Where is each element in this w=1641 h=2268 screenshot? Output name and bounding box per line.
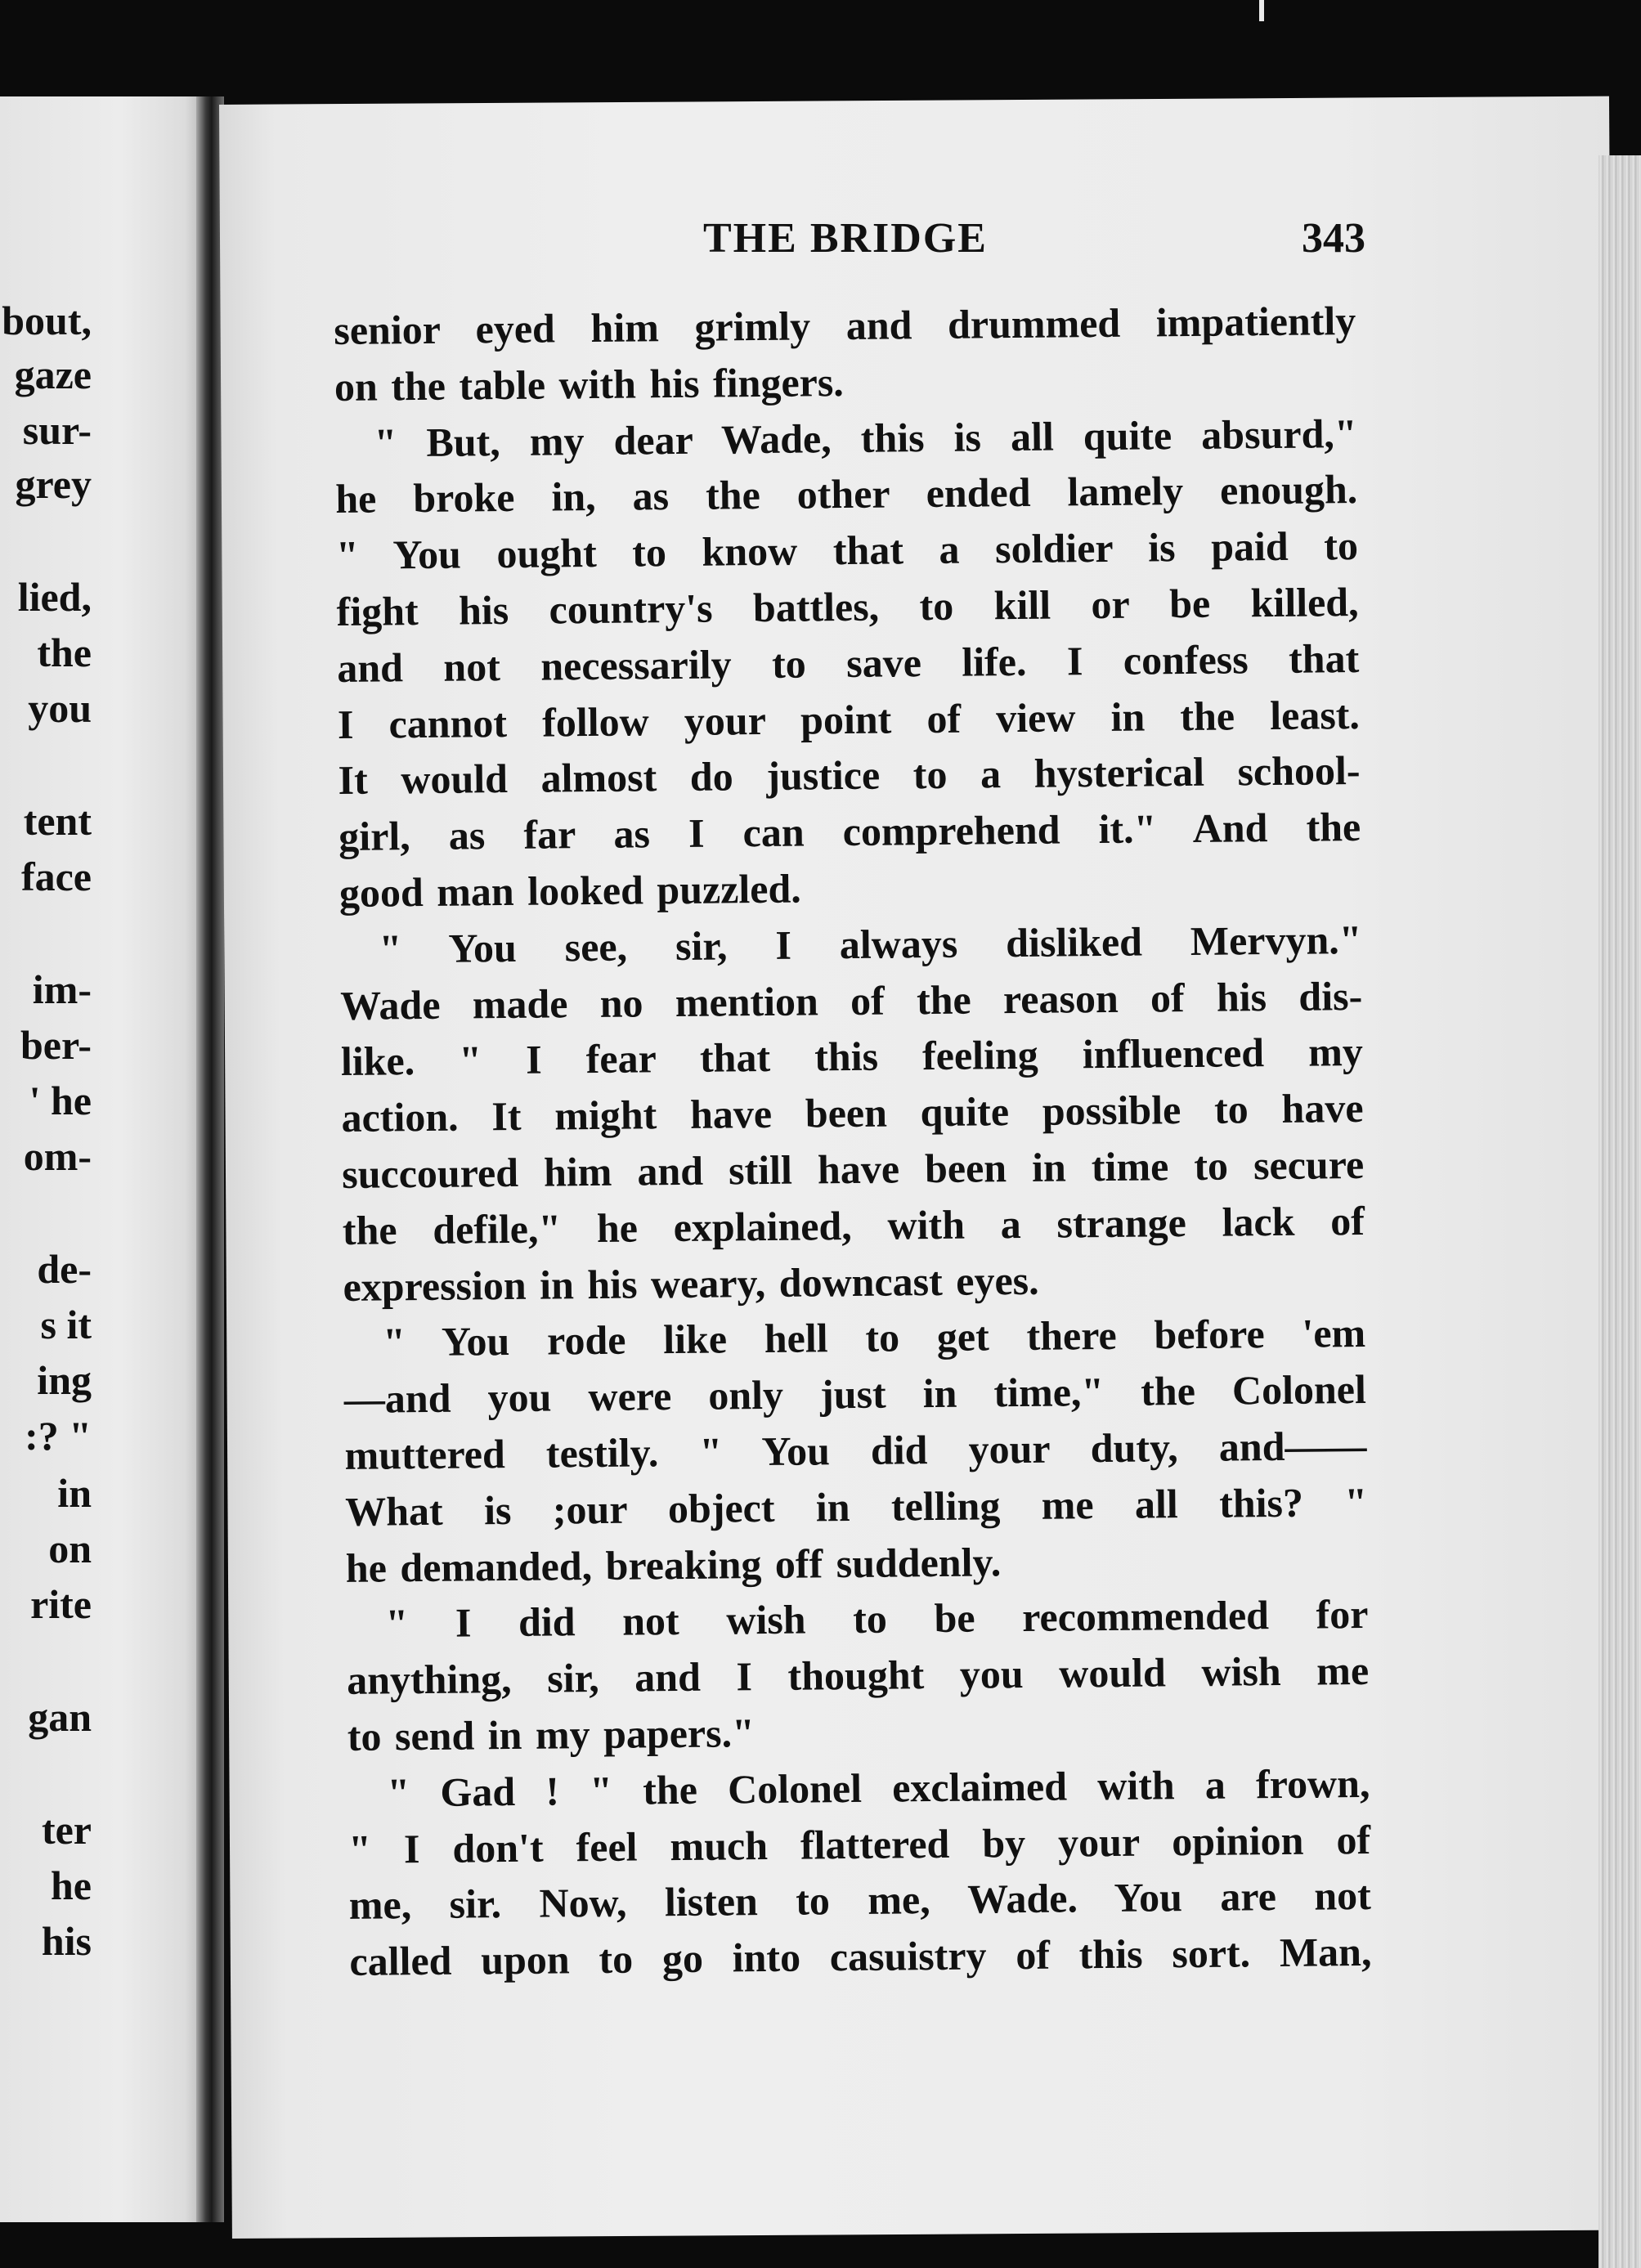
text-line: he broke in, as the other ended lamely enough. [335,466,1358,522]
text-line: me, sir. Now, listen to me, Wade. You are not [348,1872,1372,1929]
text-line: and not necessarily to save life. I confess that [337,634,1360,691]
text-line: " I don't feel much flattered by your opinion of [347,1816,1371,1872]
left-fragment: de- [37,1246,92,1292]
book-gutter [196,96,224,2222]
left-fragment: face [20,854,92,899]
text-line: girl, as far as I can comprehend it." And the [339,804,1361,860]
left-fragment: gan [28,1694,92,1740]
text-line: anything, sir, and I thought you would wish me [346,1647,1370,1704]
left-fragment: tent [23,798,92,844]
left-fragment: on [48,1526,92,1571]
left-fragment: om- [23,1133,92,1179]
text-line: he demanded, breaking off suddenly. [345,1538,1002,1591]
left-fragment: rite [30,1581,92,1627]
text-line: fight his country's battles, to kill or be killed, [336,578,1359,634]
text-line: —and you were only just in time," the Colonel [343,1366,1367,1423]
text-line: What is ;our object in telling me all this? " [344,1478,1368,1535]
text-line: action. It might have been quite possible to have [341,1085,1364,1141]
left-fragment: ' he [29,1078,92,1123]
left-fragment: ter [41,1807,92,1853]
left-fragment: in [57,1470,92,1516]
text-line: to send in my papers." [347,1710,755,1759]
text-line: I cannot follow your point of view in the least. [337,691,1361,747]
text-line: the defile," he explained, with a strange lack of [342,1197,1365,1253]
text-line: " I did not wish to be recommended for [385,1591,1369,1647]
left-fragment: grey [15,461,92,507]
text-line: called upon to go into casuistry of this sort. Man, [349,1929,1372,1985]
left-fragment: you [28,685,92,731]
left-fragment: ing [37,1357,92,1403]
left-fragment: bout, [2,298,92,343]
text-line: senior eyed him grimly and drummed impatiently [334,298,1356,353]
text-line: " Gad ! " the Colonel exclaimed with a frown, [387,1759,1370,1816]
left-fragment: his [41,1918,92,1964]
text-line: succoured him and still have been in time to secure [341,1141,1365,1197]
text-line: " You ought to know that a soldier is paid to [335,522,1359,579]
left-fragment: sur- [22,407,92,453]
scan-artifact [1259,0,1264,21]
page-edge-stack [1598,155,1641,2268]
left-fragment: gaze [14,352,92,397]
text-line: muttered testily. " You did your duty, and—— [344,1422,1367,1478]
body-text [334,293,1372,1990]
left-fragment: s it [40,1302,92,1347]
left-fragment: the [37,630,92,675]
text-line: expression in his weary, downcast eyes. [343,1257,1039,1310]
text-line: " You see, sir, I always disliked Mervyn." [379,916,1362,972]
text-line: on the table with his fingers. [334,358,845,410]
text-line: " You rode like hell to get there before 'em [382,1310,1366,1365]
text-line: It would almost do justice to a hysterical school- [338,747,1361,804]
text-line: " But, my dear Wade, this is all quite absurd," [374,410,1357,466]
left-fragment: im- [32,966,92,1012]
left-fragment: lied, [17,574,92,620]
text-line: good man looked puzzled. [339,865,802,916]
page-number: 343 [1302,215,1365,262]
running-head-title: THE BRIDGE [703,215,988,262]
left-fragment: ber- [20,1022,92,1068]
text-line: like. " I fear that this feeling influenced my [340,1029,1364,1085]
left-fragment: he [51,1862,92,1908]
left-fragment: :? " [25,1413,92,1459]
text-line: Wade made no mention of the reason of his dis- [339,972,1363,1029]
